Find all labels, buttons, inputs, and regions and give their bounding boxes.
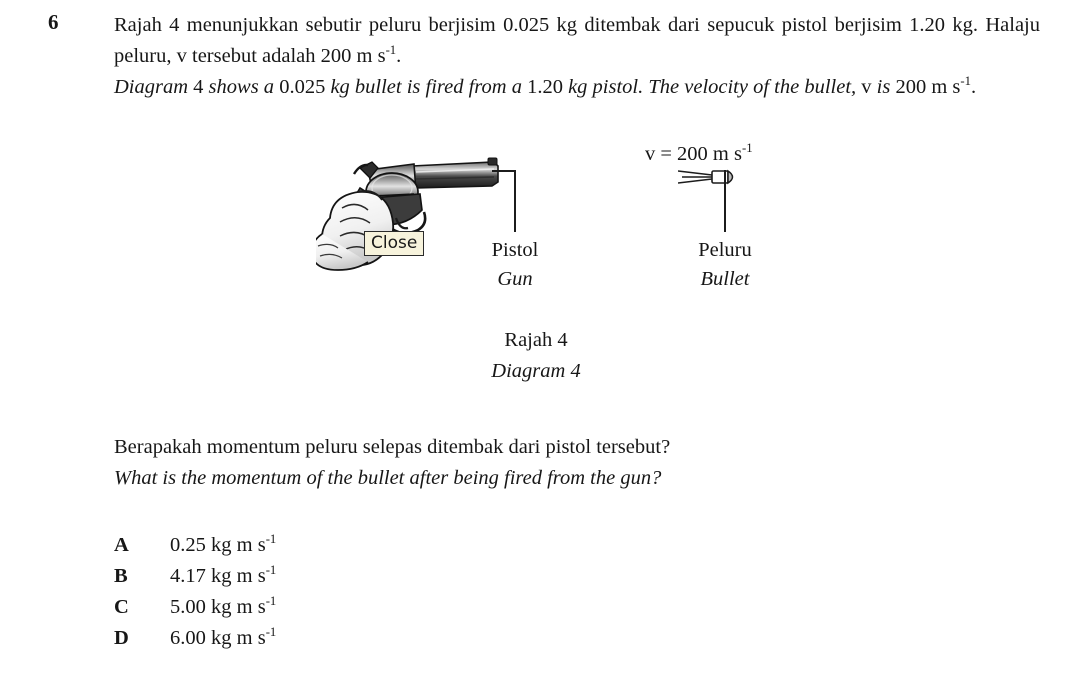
stem-malay: Rajah 4 menunjukkan sebutir peluru berjisim 0.025 kg ditembak dari sepucuk pistol berjisim 1.20 kg. Halaju peluru, v tersebut adalah 200 m $s^{-1}$. (114, 14, 1040, 67)
bullet-label-english: Bullet (700, 268, 750, 290)
bullet-leader-line (724, 170, 726, 232)
stem-english: Diagram 4 shows a 0.025 kg bullet is fired from a 1.20 kg pistol. The velocity of the bullet, v is 200 m $s^{-1}$. (114, 74, 977, 98)
bullet-label-malay: Peluru (698, 239, 752, 261)
option-d[interactable] (114, 623, 534, 654)
option-a-text: 0.25 kg m $s^{-1}$ (170, 532, 277, 556)
bullet-icon (678, 166, 750, 188)
caption-english: Diagram 4 (491, 360, 581, 382)
question-prompt (114, 432, 1034, 494)
pistol-label-malay: Pistol (491, 239, 539, 261)
option-c[interactable] (114, 592, 534, 623)
close-button[interactable]: Close (364, 231, 424, 256)
option-a[interactable] (114, 530, 534, 561)
option-c-text: 5.00 kg m $s^{-1}$ (170, 594, 277, 618)
option-c-letter: C (114, 596, 129, 618)
figure-caption (436, 325, 636, 387)
option-d-letter: D (114, 627, 129, 649)
bullet-label (650, 236, 800, 294)
pistol-label-english: Gun (497, 268, 533, 290)
answer-options (114, 530, 534, 654)
velocity-label: v = 200 m $s^{-1}$ (645, 141, 753, 165)
pistol-label (440, 236, 590, 294)
prompt-english: What is the momentum of the bullet after being fired from the gun? (114, 467, 662, 489)
question-number: 6 (48, 10, 59, 34)
option-b-text: 4.17 kg m $s^{-1}$ (170, 563, 277, 587)
prompt-malay: Berapakah momentum peluru selepas ditembak dari pistol tersebut? (114, 436, 671, 458)
option-a-letter: A (114, 534, 129, 556)
option-b-letter: B (114, 565, 128, 587)
diagram-4 (0, 140, 1076, 300)
option-d-text: 6.00 kg m $s^{-1}$ (170, 625, 277, 649)
pistol-leader-line (514, 170, 516, 232)
option-b[interactable] (114, 561, 534, 592)
pistol-leader-tick (492, 170, 516, 172)
caption-malay: Rajah 4 (504, 329, 568, 351)
question-stem (114, 10, 1040, 103)
